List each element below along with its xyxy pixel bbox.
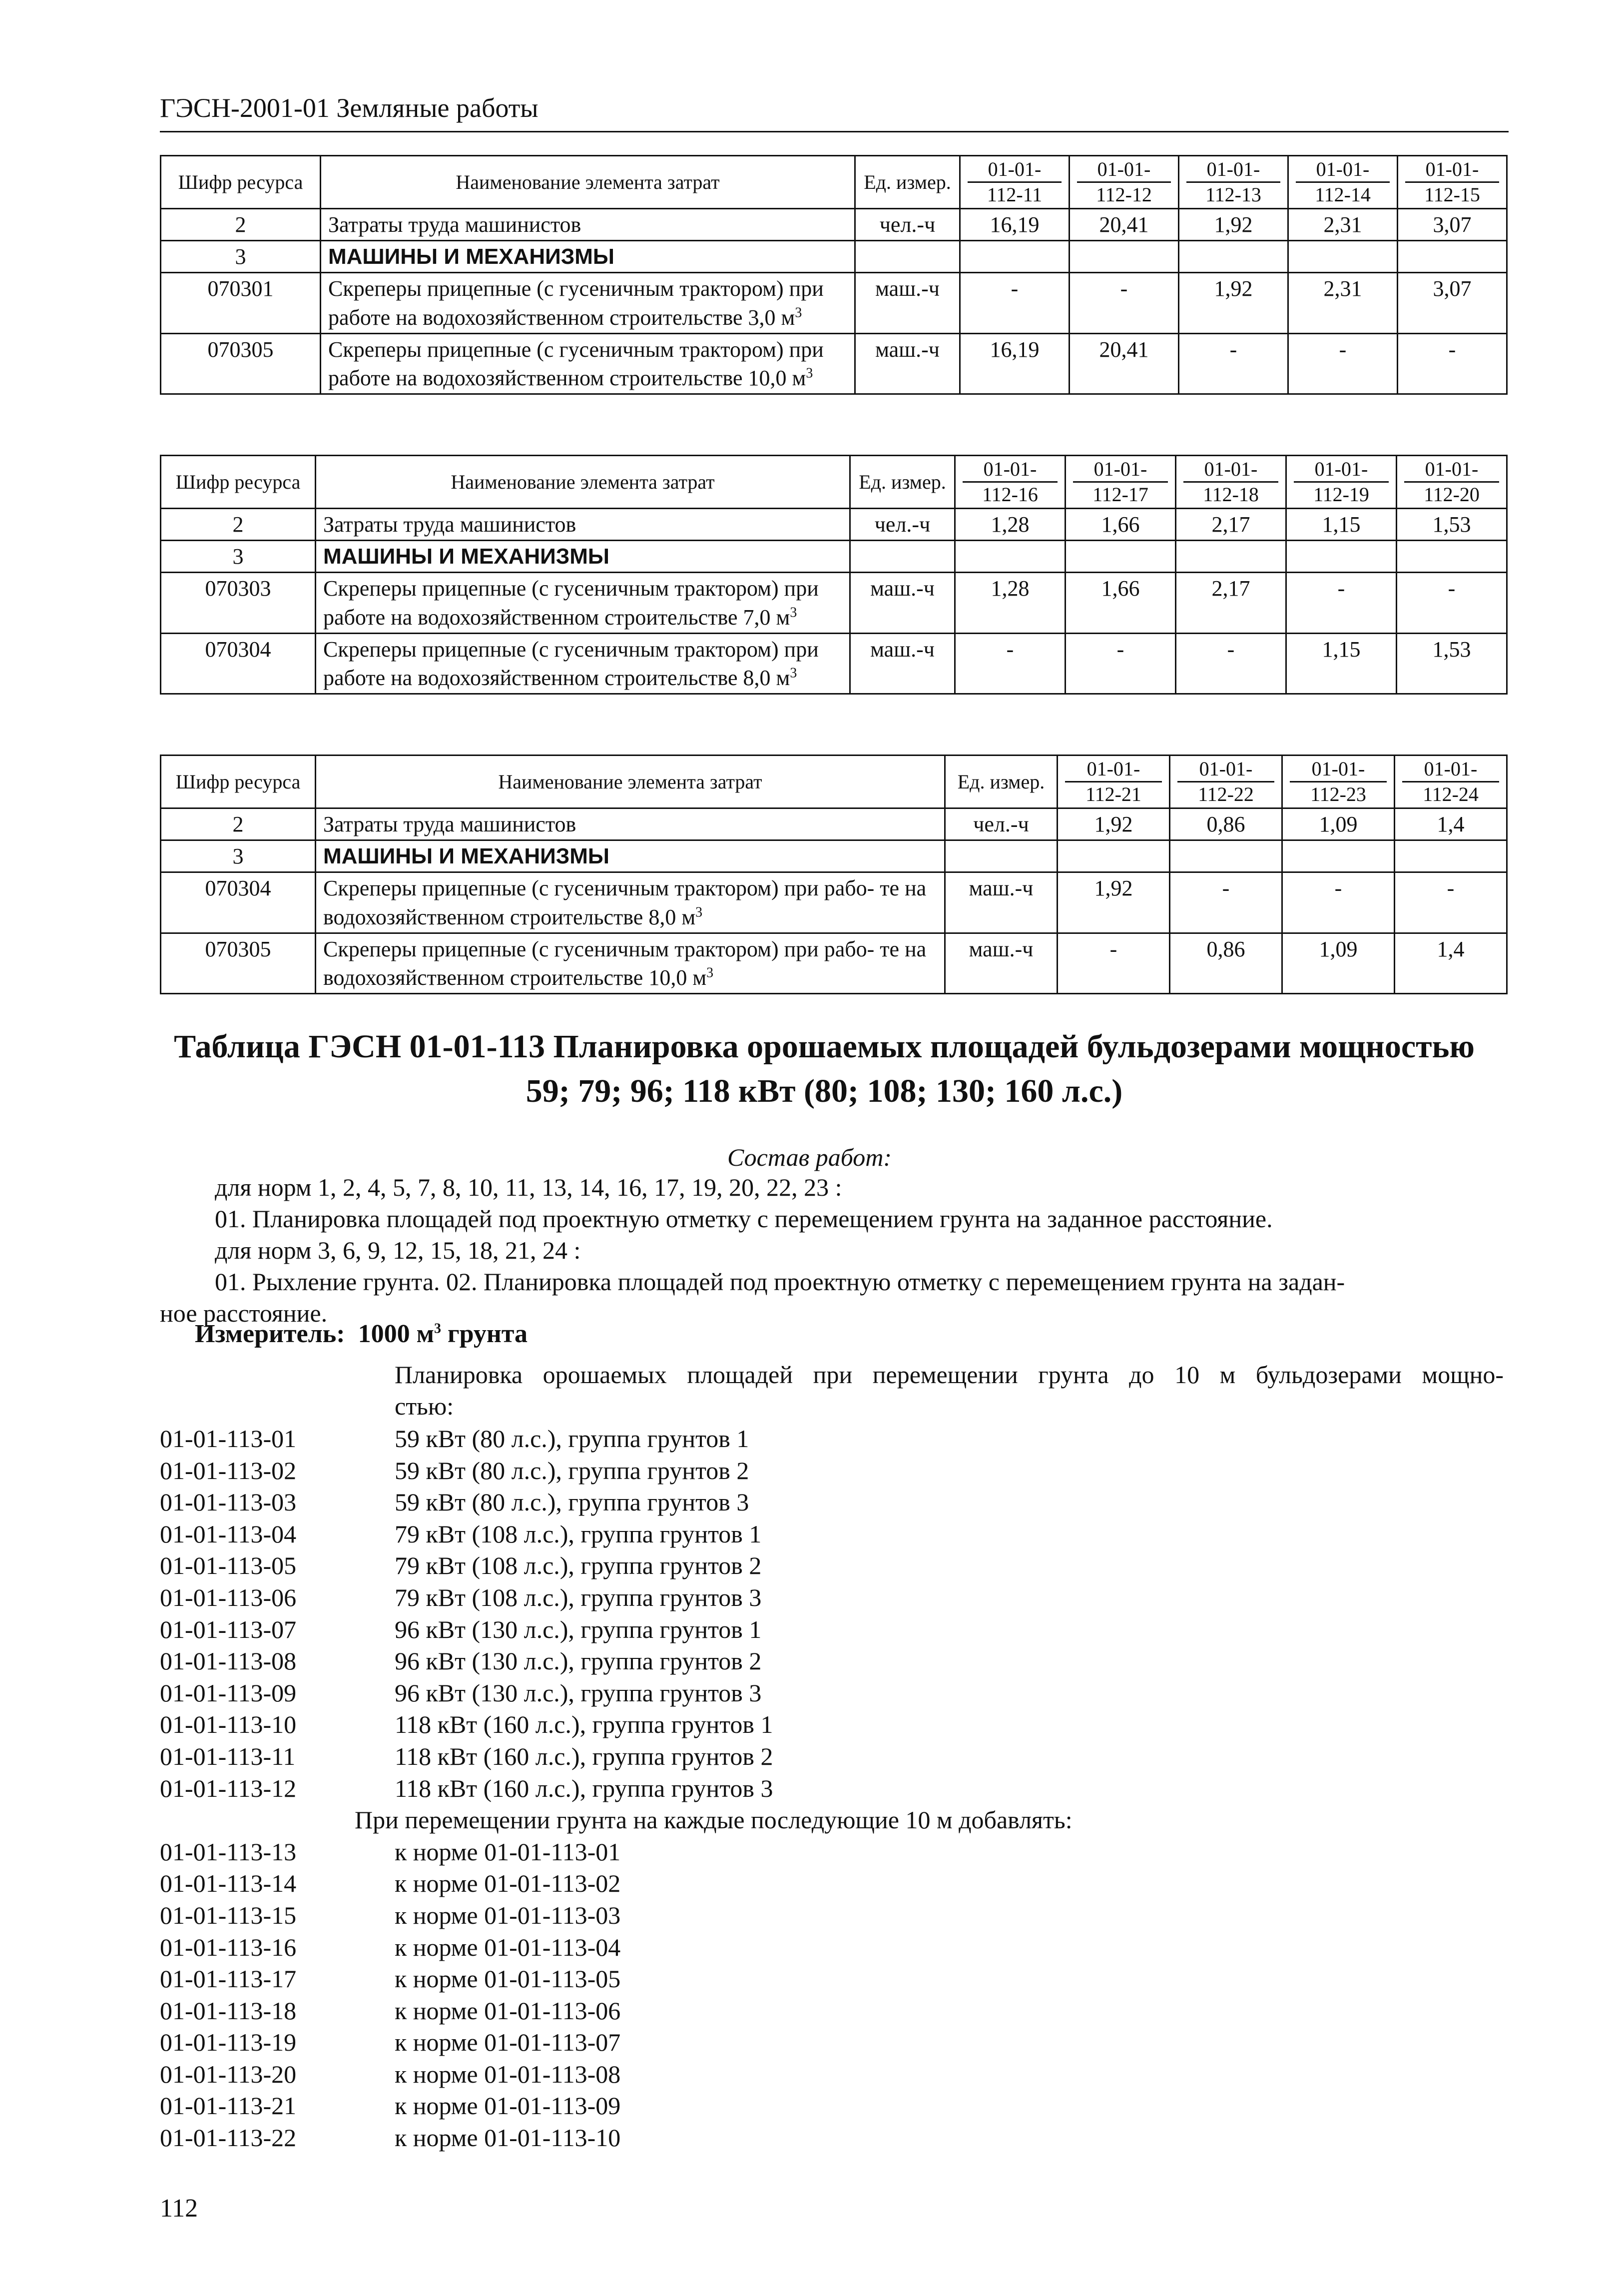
list-item: 01-01-113-06 79 кВт (108 л.с.), группа грунтов 3 [160,1583,762,1611]
header-unit: Ед. измер. [945,756,1058,808]
intro-text: Планировка орошаемых площадей при перемещении грунта до 10 м бульдозерами мощно- [395,1361,1504,1389]
list-item: 01-01-113-07 96 кВт (130 л.с.), группа грунтов 1 [160,1615,762,1643]
list-item: 01-01-113-04 79 кВт (108 л.с.), группа грунтов 1 [160,1520,762,1548]
list-item: 01-01-113-15 к норме 01-01-113-03 [160,1901,621,1929]
table-row: 3 МАШИНЫ И МЕХАНИЗМЫ [161,840,1507,872]
header-norm: 01-01- 112-23 [1282,756,1395,808]
table-row: 3 МАШИНЫ И МЕХАНИЗМЫ [161,541,1507,573]
list-item: 01-01-113-10 118 кВт (160 л.с.), группа грунтов 1 [160,1710,773,1739]
header-norm: 01-01- 112-13 [1179,156,1288,209]
table-row: 070301 Скреперы прицепные (с гусеничным трактором) при работе на водохозяйственном строительстве 3,0 $м^3$ маш.-ч - - 1,92 2,31 3,07 [161,273,1507,333]
list-item: 01-01-113-02 59 кВт (80 л.с.), группа грунтов 2 [160,1456,749,1485]
list-item: 01-01-113-09 96 кВт (130 л.с.), группа грунтов 3 [160,1678,762,1707]
list-item: 01-01-113-19 к норме 01-01-113-07 [160,2028,621,2057]
header-rule [160,131,1509,132]
work-composition-label: Состав работ: [727,1143,892,1171]
header-norm: 01-01- 112-11 [960,156,1070,209]
header-norm: 01-01- 112-22 [1170,756,1282,808]
running-header: ГЭСН-2001-01 Земляные работы [160,93,539,123]
header-unit: Ед. измер. [850,456,955,509]
header-norm: 01-01- 112-19 [1286,456,1397,509]
resource-table-3 [160,755,1508,994]
list-item: 01-01-113-05 79 кВт (108 л.с.), группа грунтов 2 [160,1551,762,1580]
header-code: Шифр ресурса [161,756,316,808]
intro-text-cont: стью: [395,1392,454,1420]
header-norm: 01-01- 112-12 [1070,156,1179,209]
header-norm: 01-01- 112-16 [955,456,1066,509]
list-item: 01-01-113-03 59 кВт (80 л.с.), группа грунтов 3 [160,1488,749,1517]
table-row: 070304 Скреперы прицепные (с гусеничным трактором) при работе на водохозяйственном строительстве 8,0 $м^3$ маш.-ч - - - 1,15 1,53 [161,633,1507,694]
header-norm: 01-01- 112-17 [1066,456,1176,509]
header-name: Наименование элемента затрат [321,156,855,209]
table-row: 3 МАШИНЫ И МЕХАНИЗМЫ [161,241,1507,273]
list-item: 01-01-113-20 к норме 01-01-113-08 [160,2060,621,2088]
list-item: 01-01-113-21 к норме 01-01-113-09 [160,2092,621,2120]
table-row: 2 Затраты труда машинистов чел.-ч 16,19 20,41 1,92 2,31 3,07 [161,209,1507,241]
table-row: 070305 Скреперы прицепные (с гусеничным трактором) при работе на водохозяйственном строительстве 10,0 $м^3$ маш.-ч 16,19 20,41 - - - [161,333,1507,394]
section-title: Таблица ГЭСН 01-01-113 Планировка орошаемых площадей бульдозерами мощностью 59; 79; 96; 118 кВт (80; 108; 130; 160 л.с.) [174,1028,1475,1110]
page-number: 112 [160,2194,198,2223]
list-item: 01-01-113-16 к норме 01-01-113-04 [160,1933,621,1961]
work-step-1: 01. Планировка площадей под проектную отметку с перемещением грунта на заданное расстояние. [215,1205,1273,1233]
header-norm: 01-01- 112-18 [1176,456,1286,509]
list-item: 01-01-113-18 к норме 01-01-113-06 [160,1996,621,2025]
header-code: Шифр ресурса [161,456,316,509]
list-item: 01-01-113-22 к норме 01-01-113-10 [160,2124,621,2152]
list-item: 01-01-113-01 59 кВт (80 л.с.), группа грунтов 1 [160,1425,749,1453]
table-row: 2 Затраты труда машинистов чел.-ч 1,92 0,86 1,09 1,4 [161,808,1507,840]
work-step-2: 01. Рыхление грунта. 02. Планировка площадей под проектную отметку с перемещением грунта на задан- [215,1268,1345,1296]
norms-list [160,1423,1073,2154]
resource-table-1 [160,155,1508,395]
table-row: 070303 Скреперы прицепные (с гусеничным трактором) при работе на водохозяйственном строительстве 7,0 $м^3$ маш.-ч 1,28 1,66 2,17 - - [161,573,1507,633]
header-norm: 01-01- 112-14 [1288,156,1398,209]
list-item: 01-01-113-08 96 кВт (130 л.с.), группа грунтов 2 [160,1647,762,1675]
header-norm: 01-01- 112-21 [1058,756,1170,808]
norms-list-1: для норм 1, 2, 4, 5, 7, 8, 10, 11, 13, 14, 16, 17, 19, 20, 22, 23 : [215,1173,842,1201]
table-row: 070305 Скреперы прицепные (с гусеничным трактором) при рабо- те на водохозяйственном строительстве 10,0 $м^3$ маш.-ч - 0,86 1,09 1,4 [161,933,1507,993]
header-name: Наименование элемента затрат [316,456,850,509]
header-norm: 01-01- 112-24 [1395,756,1507,808]
header-unit: Ед. измер. [855,156,960,209]
header-norm: 01-01- 112-15 [1398,156,1507,209]
add-text: При перемещении грунта на каждые последующие 10 м добавлять: [355,1806,1073,1834]
list-item: 01-01-113-17 к норме 01-01-113-05 [160,1965,621,1993]
header-code: Шифр ресурса [161,156,321,209]
table-row: 2 Затраты труда машинистов чел.-ч 1,28 1,66 2,17 1,15 1,53 [161,509,1507,541]
list-item: 01-01-113-14 к норме 01-01-113-02 [160,1869,621,1898]
header-norm: 01-01- 112-20 [1397,456,1507,509]
work-step-2-cont: ное расстояние. [160,1299,328,1327]
list-item: 01-01-113-13 к норме 01-01-113-01 [160,1837,621,1866]
list-item: 01-01-113-11 118 кВт (160 л.с.), группа грунтов 2 [160,1742,773,1770]
norms-list-2: для норм 3, 6, 9, 12, 15, 18, 21, 24 : [215,1236,581,1264]
resource-table-2 [160,455,1508,695]
list-item: 01-01-113-12 118 кВт (160 л.с.), группа грунтов 3 [160,1774,773,1802]
header-name: Наименование элемента затрат [316,756,945,808]
table-row: 070304 Скреперы прицепные (с гусеничным трактором) при рабо- те на водохозяйственном строительстве 8,0 $м^3$ маш.-ч 1,92 - - - [161,872,1507,933]
measurer: Измеритель: 1000 $м^3$ грунта [195,1320,528,1348]
